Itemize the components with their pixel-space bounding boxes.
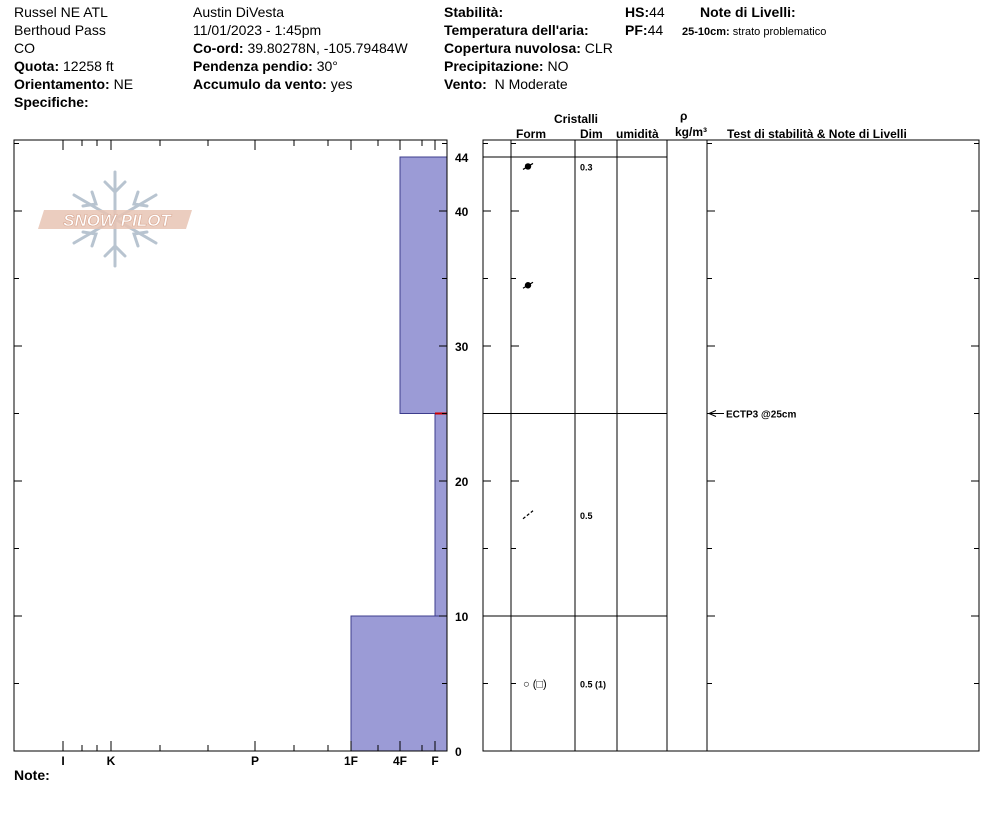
depth-label-20: 20 <box>455 475 469 489</box>
aspect-value: NE <box>113 76 134 92</box>
sky-value: CLR <box>584 40 613 56</box>
wind-loading-value: yes <box>330 76 353 92</box>
state-name: CO <box>14 40 35 56</box>
depth-label-0: 0 <box>455 745 462 759</box>
specifics-label: Specifiche: <box>14 94 89 110</box>
area-name: Berthoud Pass <box>14 22 106 38</box>
pf-value: 44 <box>647 22 664 38</box>
logo-text: SNOW PILOT <box>63 211 171 230</box>
crystals-header: Cristalli <box>554 112 599 126</box>
wind-loading-label: Accumulo da vento: <box>193 76 327 92</box>
hardness-layer-bar-0 <box>400 157 447 414</box>
observation-datetime: 11/01/2023 - 1:45pm <box>193 22 322 38</box>
layer-note-text: strato problematico <box>732 26 827 38</box>
depth-label-44: 44 <box>455 151 469 165</box>
hs-label: HS: <box>625 4 650 20</box>
grain-size-label-0: 0.3 <box>580 162 593 173</box>
stability-tests-header: Test di stabilità & Note di Livelli <box>727 127 907 141</box>
hs-value: 44 <box>649 4 665 20</box>
stability-test-label-0: ECTP3 @25cm <box>726 409 797 421</box>
wind-value: N Moderate <box>494 76 568 92</box>
hardness-tick-label-K: K <box>106 754 116 768</box>
grain-form-label-2: ○ (□) <box>523 678 547 691</box>
aspect-label: Orientamento: <box>14 76 110 92</box>
hardness-layer-bar-2 <box>351 616 447 751</box>
grain-form-icon-1 <box>523 511 533 519</box>
snowpilot-logo <box>38 172 192 266</box>
density-unit-header: kg/m³ <box>675 125 708 139</box>
grain-size-label-2: 0.5 (1) <box>580 679 607 690</box>
slope-value: 30° <box>316 58 338 74</box>
hardness-tick-label-I: I <box>61 754 65 768</box>
wind-label: Vento: <box>444 76 487 92</box>
precip-value: NO <box>547 58 569 74</box>
profile-table-frame <box>483 140 979 751</box>
observer-name: Austin DiVesta <box>193 4 285 20</box>
hardness-tick-label-P: P <box>250 754 260 768</box>
hardness-layer-bar-1 <box>435 414 447 617</box>
sky-label: Copertura nuvolosa: <box>444 40 581 56</box>
location-name: Russel NE ATL <box>14 4 108 20</box>
pf-label: PF: <box>625 22 648 38</box>
hardness-tick-label-1F: 1F <box>343 754 359 768</box>
depth-label-40: 40 <box>455 205 469 219</box>
notes-label: Note: <box>14 767 50 783</box>
layer-note-range: 25-10cm: <box>682 26 730 38</box>
layer-notes-label: Note di Livelli: <box>700 4 796 20</box>
hardness-tick-label-4F: 4F <box>392 754 408 768</box>
coord-label: Co-ord: <box>193 40 244 56</box>
air-temp-label: Temperatura dell'aria: <box>444 22 589 38</box>
coord-value: 39.80278N, -105.79484W <box>247 40 408 56</box>
slope-label: Pendenza pendio: <box>193 58 313 74</box>
elevation-label: Quota: <box>14 58 60 74</box>
density-rho-header: ρ <box>680 109 688 123</box>
stability-label: Stabilità: <box>444 4 504 20</box>
size-header: Dim <box>580 127 603 141</box>
form-header: Form <box>516 127 546 141</box>
depth-label-10: 10 <box>455 610 469 624</box>
hardness-tick-label-F: F <box>431 754 439 768</box>
grain-size-label-1: 0.5 <box>580 510 593 521</box>
moisture-header: umidità <box>616 127 659 141</box>
elevation-value: 12258 ft <box>63 58 114 74</box>
depth-label-30: 30 <box>455 340 469 354</box>
precip-label: Precipitazione: <box>444 58 544 74</box>
